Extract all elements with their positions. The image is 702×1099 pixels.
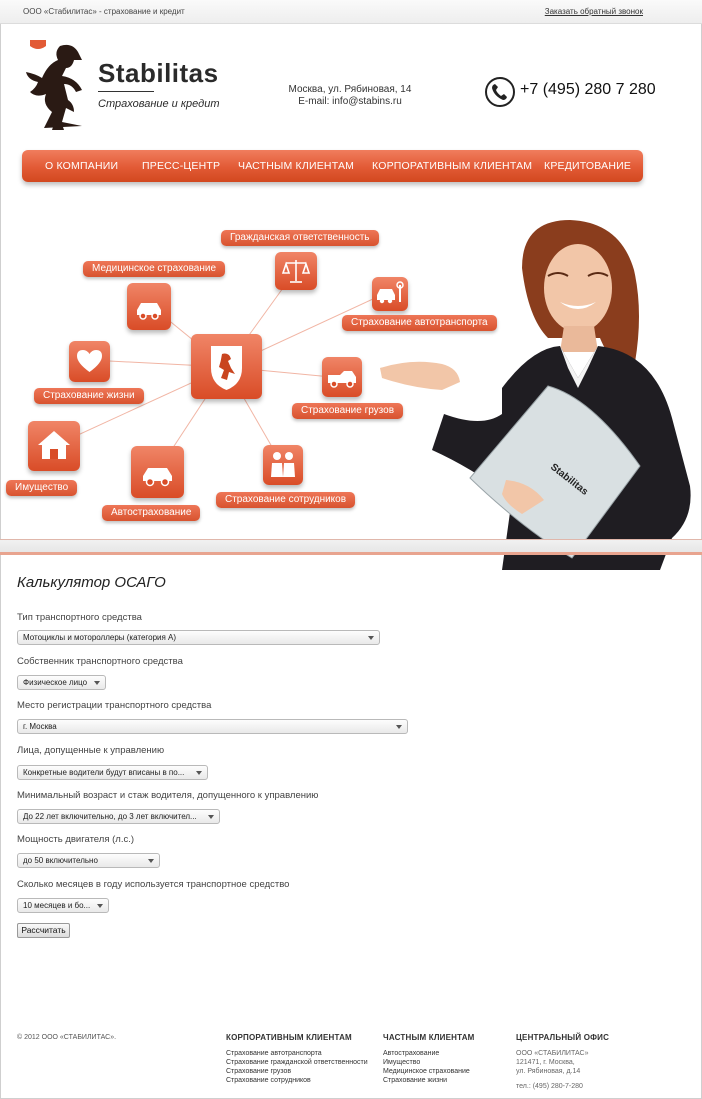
select-value: г. Москва (23, 722, 57, 731)
woman-with-folder-illustration (372, 218, 702, 570)
footer-link[interactable]: Имущество (383, 1059, 421, 1066)
select-value: Мотоциклы и мотороллеры (категория А) (23, 633, 177, 642)
owner-select[interactable] (17, 675, 106, 690)
copyright: © 2012 ООО «СТАБИЛИТАС». (17, 1034, 117, 1041)
car-icon (127, 283, 171, 330)
folder-brand-text: Stabilitas (548, 461, 590, 498)
field-label-drivers: Лица, допущенные к управлению (17, 745, 165, 756)
top-tagline: ООО «Стабилитас» - страхование и кредит (23, 7, 185, 16)
people-icon (263, 445, 303, 485)
footer-corporate-title[interactable]: КОРПОРАТИВНЫМ КЛИЕНТАМ (226, 1033, 352, 1042)
office-name: ООО «СТАБИЛИТАС» (516, 1050, 589, 1057)
footer-link[interactable]: Медицинское страхование (383, 1068, 470, 1075)
drivers-select[interactable] (17, 765, 208, 780)
chevron-down-icon (196, 771, 202, 775)
medical-tile[interactable] (127, 283, 171, 330)
auto-insurance-tile[interactable] (131, 446, 184, 498)
label-property[interactable]: Имущество (6, 480, 77, 496)
nav-item-private[interactable]: ЧАСТНЫМ КЛИЕНТАМ (238, 160, 355, 172)
employees-tile[interactable] (263, 445, 303, 485)
usage-months-select[interactable] (17, 898, 109, 913)
nav-item-press[interactable]: ПРЕСС-ЦЕНТР (142, 160, 221, 172)
age-experience-select[interactable] (17, 809, 220, 824)
label-employees[interactable]: Страхование сотрудников (216, 492, 355, 508)
property-tile[interactable] (28, 421, 80, 471)
life-tile[interactable] (69, 341, 110, 382)
shield-icon (191, 334, 262, 399)
select-value: до 50 включительно (23, 856, 98, 865)
select-value: Физическое лицо (23, 678, 88, 687)
office-phone: тел.: (495) 280-7-280 (516, 1083, 583, 1090)
chevron-down-icon (208, 815, 214, 819)
label-life[interactable]: Страхование жизни (34, 388, 144, 404)
engine-power-select[interactable] (17, 853, 160, 868)
brand-divider (98, 91, 154, 92)
field-label-usage-months: Сколько месяцев в году используется транспортное средство (17, 879, 290, 890)
chevron-down-icon (94, 681, 100, 685)
nav-item-about[interactable]: О КОМПАНИИ (45, 160, 119, 172)
email-line: E-mail: info@stabins.ru (298, 96, 402, 107)
house-icon (28, 421, 80, 471)
civil-liability-tile[interactable] (275, 252, 317, 290)
field-label-engine-power: Мощность двигателя (л.с.) (17, 834, 135, 845)
label-auto[interactable]: Автострахование (102, 505, 200, 521)
chevron-down-icon (368, 636, 374, 640)
address-line: Москва, ул. Рябиновая, 14 (288, 84, 412, 95)
chevron-down-icon (396, 725, 402, 729)
chevron-down-icon (97, 904, 103, 908)
phone-icon (485, 77, 515, 107)
office-city: 121471, г. Москва, (516, 1059, 575, 1066)
scales-icon (275, 252, 317, 290)
field-label-age-experience: Минимальный возраст и стаж водителя, допущенного к управлению (17, 790, 319, 801)
chevron-down-icon (148, 859, 154, 863)
heart-icon (69, 341, 110, 382)
cargo-tile[interactable] (322, 357, 362, 397)
footer-link[interactable]: Страхование автотранспорта (226, 1050, 322, 1057)
vehicle-type-select[interactable] (17, 630, 380, 645)
banner-stripe (0, 552, 702, 555)
calculate-button[interactable]: Рассчитать (17, 923, 70, 938)
center-shield-tile[interactable] (191, 334, 262, 399)
label-medical[interactable]: Медицинское страхование (83, 261, 225, 277)
tow-truck-icon (322, 357, 362, 397)
footer-link[interactable]: Страхование сотрудников (226, 1077, 311, 1084)
select-value: 10 месяцев и бо... (23, 901, 91, 910)
field-label-registration: Место регистрации транспортного средства (17, 700, 212, 711)
car-icon (131, 446, 184, 498)
footer-link[interactable]: Автострахование (383, 1050, 440, 1057)
select-value: Конкретные водители будут вписаны в по... (23, 768, 185, 777)
footer-link[interactable]: Страхование грузов (226, 1068, 292, 1075)
main-nav (22, 150, 643, 182)
select-value: До 22 лет включительно, до 3 лет включител... (23, 812, 197, 821)
footer-private-title[interactable]: ЧАСТНЫМ КЛИЕНТАМ (383, 1033, 475, 1042)
brand-subtitle: Страхование и кредит (98, 98, 220, 110)
nav-item-credit[interactable]: КРЕДИТОВАНИЕ (544, 160, 632, 172)
field-label-vehicle-type: Тип транспортного средства (17, 612, 142, 623)
registration-select[interactable] (17, 719, 408, 734)
lion-logo-icon[interactable] (22, 38, 92, 130)
brand-name[interactable]: Stabilitas (98, 58, 219, 88)
label-cargo[interactable]: Страхование грузов (292, 403, 403, 419)
footer-link[interactable]: Страхование гражданской ответственности (226, 1059, 368, 1066)
callback-link[interactable]: Заказать обратный звонок (544, 7, 643, 16)
label-auto-transport[interactable]: Страхование автотранспорта (342, 315, 497, 331)
label-civil-liability[interactable]: Гражданская ответственность (221, 230, 379, 246)
contact-address (280, 84, 420, 108)
footer-link[interactable]: Страхование жизни (383, 1077, 448, 1084)
office-street: ул. Рябиновая, д.14 (516, 1068, 581, 1075)
nav-item-corporate[interactable]: КОРПОРАТИВНЫМ КЛИЕНТАМ (372, 160, 533, 172)
calculator-title: Калькулятор ОСАГО (17, 574, 166, 591)
phone-number[interactable]: +7 (495) 280 7 280 (520, 81, 656, 98)
top-bar (0, 0, 702, 24)
footer-office-title: ЦЕНТРАЛЬНЫЙ ОФИС (516, 1033, 610, 1042)
field-label-owner: Собственник транспортного средства (17, 656, 183, 667)
